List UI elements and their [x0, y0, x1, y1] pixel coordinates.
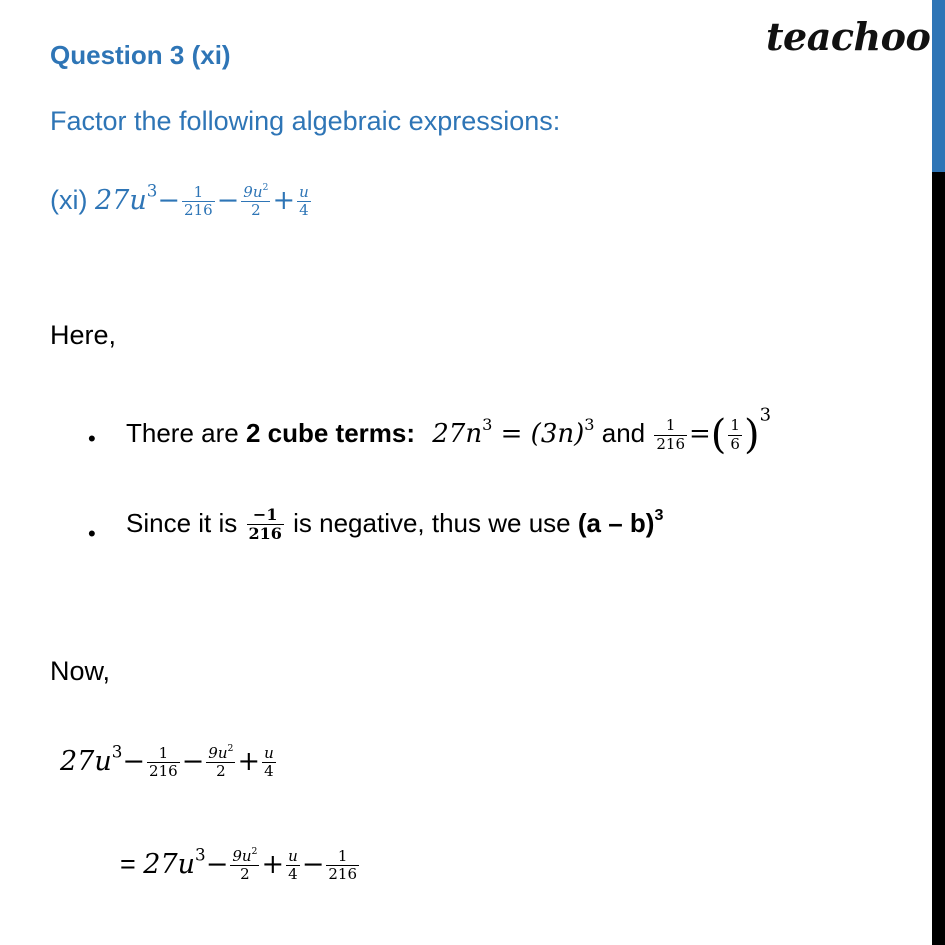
equals-sign: =: [120, 848, 144, 879]
fraction: $\frac{1}{6}$: [730, 416, 740, 453]
question-title: Question 3 (xi): [50, 40, 231, 70]
exponent: 3: [759, 404, 772, 426]
instruction-text: Factor the following algebraic expressions:: [50, 106, 561, 136]
fraction: $\frac{1}{216}$: [328, 847, 358, 884]
teachoo-logo: teachoo: [766, 14, 931, 59]
bullet-text: Since it is: [126, 507, 245, 538]
operator: +: [272, 184, 296, 216]
right-sidebar: [932, 0, 945, 945]
fraction: $\frac{u}{4}$: [264, 744, 274, 781]
fraction: $\frac{9u^2}{2}$: [208, 743, 234, 781]
fraction: $\frac{9u^2}{2}$: [232, 846, 258, 884]
now-label: Now,: [50, 656, 111, 686]
fraction: $\frac{1}{216}$: [184, 183, 213, 220]
equals-sign: =: [689, 418, 711, 449]
question-prefix: (xi): [50, 184, 88, 215]
operator: +: [237, 745, 261, 777]
operator: −: [301, 848, 325, 880]
operator: −: [216, 184, 240, 216]
sidebar-accent: [932, 0, 945, 172]
term: $27u^3$: [60, 741, 123, 777]
bullet-text: There are: [126, 417, 246, 448]
bullet-cube-terms: There are 2 cube terms: $27n^3 = (3n)^3$ and $\frac{1}{216}$ =( $\frac{1}{6}$ )$^3$: [126, 404, 772, 458]
here-label: Here,: [50, 320, 117, 350]
operator: −: [205, 848, 229, 880]
identity-label: (a – b)$^3$: [577, 505, 664, 538]
step2-expression: [120, 844, 361, 884]
fraction: $\frac{1}{216}$: [149, 744, 178, 781]
fraction: $\frac{-1}{216}$: [248, 505, 282, 544]
fraction: $\frac{1}{216}$: [656, 416, 685, 453]
operator: −: [157, 184, 181, 216]
bold-text: 2 cube terms:: [245, 417, 416, 448]
operator: −: [181, 745, 205, 777]
operator: −: [122, 745, 146, 777]
bullet-marker: •: [88, 521, 96, 546]
question-expression: [50, 180, 313, 220]
fraction: $\frac{u}{4}$: [288, 847, 298, 884]
bullet-marker: •: [88, 426, 96, 451]
fraction: $\frac{u}{4}$: [299, 183, 309, 220]
equation: $27n^3 = (3n)^3$: [432, 414, 595, 449]
fraction: $\frac{9u^2}{2}$: [243, 182, 269, 220]
term: $27u^3$: [95, 180, 158, 216]
bullet-text: is negative, thus we use: [285, 507, 578, 538]
bullet-negative: [126, 506, 663, 544]
step1-expression: [60, 741, 278, 781]
term: $27u^3$: [143, 844, 206, 880]
operator: +: [261, 848, 285, 880]
and-text: and: [601, 417, 646, 448]
